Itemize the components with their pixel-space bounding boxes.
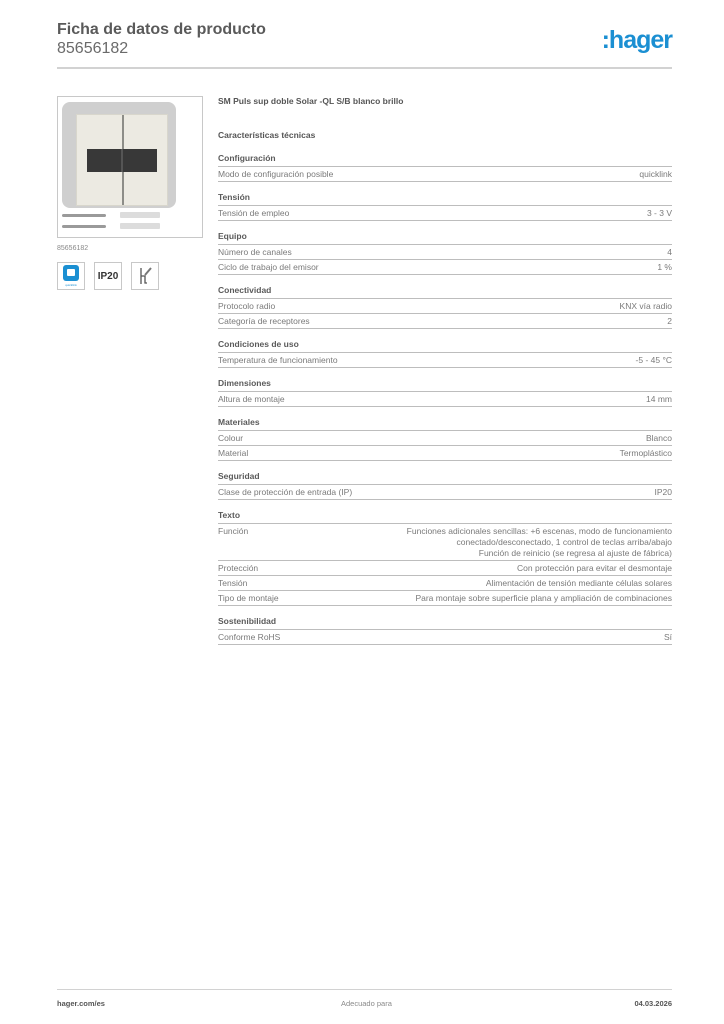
spec-value: IP20 (654, 487, 672, 497)
spec-value: 4 (667, 247, 672, 257)
spec-group-title: Configuración (218, 153, 672, 167)
spec-group (218, 417, 672, 461)
spec-value: Funciones adicionales sencillas: +6 escenas, modo de funcionamiento conectado/desconectado, 1 control de teclas arriba/abajo Función de reinicio (se regresa al ajuste de fábrica) (406, 526, 672, 558)
feature-badges (57, 262, 203, 290)
spec-value: Para montaje sobre superficie plana y ampliación de combinaciones (415, 593, 672, 603)
header-divider (57, 67, 672, 69)
spec-row (218, 167, 672, 182)
spec-label: Tipo de montaje (218, 593, 279, 603)
spec-value: 3 - 3 V (646, 208, 672, 218)
spec-label: Función (218, 526, 249, 536)
ip-rating-label: IP20 (97, 270, 119, 282)
spec-value: 2 (667, 316, 672, 326)
spec-group-title: Condiciones de uso (218, 339, 672, 353)
page-footer (57, 999, 672, 1011)
spec-label: Tensión (218, 578, 248, 588)
spec-row (218, 591, 672, 606)
footer-note: Adecuado para (341, 999, 392, 1008)
spec-row (218, 485, 672, 500)
spec-group (218, 192, 672, 221)
footer-divider (57, 989, 672, 990)
website-link[interactable]: hager.com/es (57, 999, 105, 1008)
spec-value: 1 % (657, 262, 672, 272)
spec-group (218, 153, 672, 182)
spec-group-title: Seguridad (218, 471, 672, 485)
spec-groups (218, 153, 672, 645)
spec-group-title: Tensión (218, 192, 672, 206)
spec-label: Material (218, 448, 249, 458)
spec-row (218, 561, 672, 576)
page-header (57, 20, 672, 58)
spec-row (218, 392, 672, 407)
spec-group-title: Conectividad (218, 285, 672, 299)
surface-mount-icon (131, 262, 159, 290)
spec-value: -5 - 45 °C (635, 355, 672, 365)
wall-plug-icon (120, 223, 160, 229)
spec-row (218, 353, 672, 368)
spec-row (218, 431, 672, 446)
spec-group (218, 471, 672, 500)
spec-label: Modo de configuración posible (218, 169, 334, 179)
solar-cell-icon (87, 149, 157, 172)
wall-plug-icon (120, 212, 160, 218)
ip-rating-icon (94, 262, 122, 290)
product-media-panel (57, 96, 203, 290)
spec-label: Número de canales (218, 247, 292, 257)
document-title: Ficha de datos de producto (57, 21, 266, 38)
spec-label: Altura de montaje (218, 394, 285, 404)
spec-value: 14 mm (646, 394, 672, 404)
spec-group (218, 378, 672, 407)
spec-value: Sí (663, 632, 672, 642)
image-caption: 85656182 (57, 245, 89, 252)
spec-value: Alimentación de tensión mediante células solares (485, 578, 672, 588)
hager-logo[interactable]: :hager (601, 26, 672, 54)
spec-group-title: Texto (218, 510, 672, 524)
spec-label: Clase de protección de entrada (IP) (218, 487, 353, 497)
spec-label: Protección (218, 563, 259, 573)
spec-group-title: Dimensiones (218, 378, 672, 392)
spec-row (218, 299, 672, 314)
spec-row (218, 206, 672, 221)
spec-row (218, 524, 672, 561)
spec-group (218, 231, 672, 275)
screw-icon (62, 214, 106, 217)
spec-group-title: Equipo (218, 231, 672, 245)
spec-label: Tensión de empleo (218, 208, 290, 218)
spec-value: Blanco (646, 433, 672, 443)
document-date: 04.03.2026 (634, 999, 672, 1008)
spec-row (218, 576, 672, 591)
rocker-plate (76, 114, 168, 206)
spec-value: KNX vía radio (619, 301, 672, 311)
spec-group-title: Sostenibilidad (218, 616, 672, 630)
product-image (57, 96, 203, 238)
spec-label: Colour (218, 433, 244, 443)
spec-label: Ciclo de trabajo del emisor (218, 262, 319, 272)
technical-data (218, 96, 672, 645)
spec-group (218, 616, 672, 645)
spec-label: Categoría de receptores (218, 316, 310, 326)
mounting-frame (62, 102, 176, 208)
quicklink-icon: quicklink (57, 262, 85, 290)
spec-group (218, 339, 672, 368)
section-title: Características técnicas (218, 130, 316, 140)
spec-label: Conforme RoHS (218, 632, 281, 642)
spec-value: quicklink (639, 169, 672, 179)
spec-group-title: Materiales (218, 417, 672, 431)
spec-row (218, 260, 672, 275)
spec-group (218, 510, 672, 606)
spec-row (218, 314, 672, 329)
spec-label: Temperatura de funcionamiento (218, 355, 338, 365)
spec-group (218, 285, 672, 329)
article-number: 85656182 (57, 40, 129, 57)
screw-icon (62, 225, 106, 228)
spec-value: Con protección para evitar el desmontaje (517, 563, 672, 573)
spec-row (218, 245, 672, 260)
spec-row (218, 446, 672, 461)
spec-row (218, 630, 672, 645)
spec-label: Protocolo radio (218, 301, 276, 311)
product-name: SM Puls sup doble Solar -QL S/B blanco brillo (218, 96, 404, 106)
spec-value: Termoplástico (619, 448, 672, 458)
